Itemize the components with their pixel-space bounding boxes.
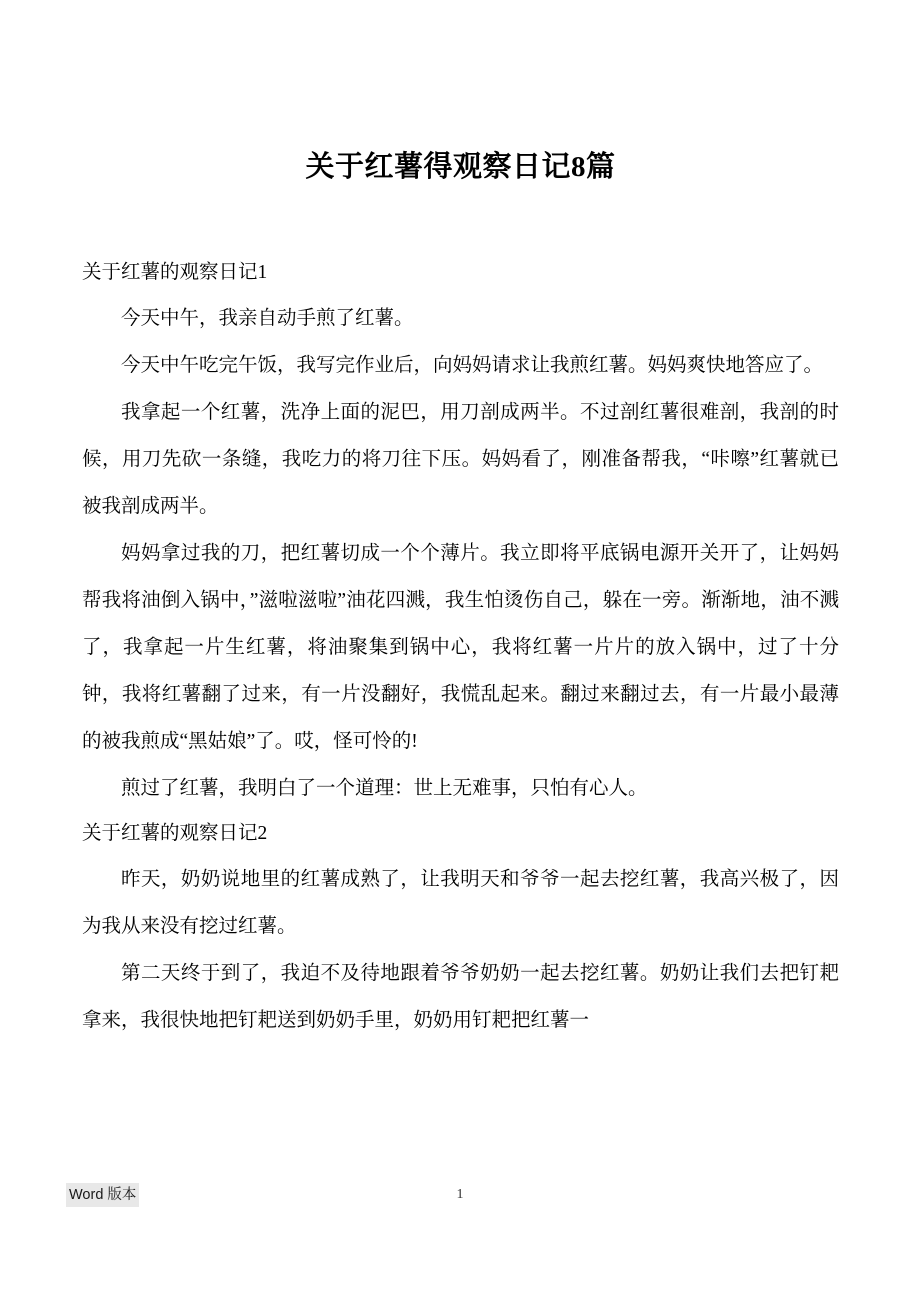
section-heading: 关于红薯的观察日记2 xyxy=(82,822,268,844)
body-paragraph: 今天中午，我亲自动手煎了红薯。 xyxy=(121,307,414,329)
word-version-watermark: Word 版本 xyxy=(66,1183,139,1207)
section-heading: 关于红薯的观察日记1 xyxy=(82,261,268,283)
paragraph-list xyxy=(82,251,839,1044)
page-title: 关于红薯得观察日记8篇 xyxy=(305,151,616,183)
document-content xyxy=(82,0,839,1044)
body-paragraph: 今天中午吃完午饭，我写完作业后，向妈妈请求让我煎红薯。妈妈爽快地答应了。 xyxy=(121,354,824,376)
page-number: 1 xyxy=(456,1187,464,1202)
body-paragraph: 我拿起一个红薯，洗净上面的泥巴，用刀剖成两半。不过剖红薯很难剖，我剖的时候，用刀先砍一条缝，我吃力的将刀往下压。妈妈看了，刚准备帮我，“咔嚓”红薯就已被我剖成两半。 xyxy=(82,401,839,517)
title-spacer xyxy=(82,185,839,251)
body-paragraph: 昨天，奶奶说地里的红薯成熟了，让我明天和爷爷一起去挖红薯，我高兴极了，因为我从来没有挖过红薯。 xyxy=(82,868,839,937)
body-paragraph: 煎过了红薯，我明白了一个道理：世上无难事，只怕有心人。 xyxy=(121,777,648,799)
body-paragraph: 妈妈拿过我的刀，把红薯切成一个个薄片。我立即将平底锅电源开关开了，让妈妈帮我将油倒入锅中，”滋啦滋啦”油花四溅，我生怕烫伤自己，躲在一旁。渐渐地，油不溅了，我拿起一片生红薯，将油聚集到锅中心，我将红薯一片片的放入锅中，过了十分钟，我将红薯翻了过来，有一片没翻好，我慌乱起来。翻过来翻过去，有一片最小最薄的被我煎成“黑姑娘”了。哎，怪可怜的! xyxy=(82,542,839,752)
body-paragraph: 第二天终于到了，我迫不及待地跟着爷爷奶奶一起去挖红薯。奶奶让我们去把钉耙拿来，我很快地把钉耙送到奶奶手里，奶奶用钉耙把红薯一 xyxy=(82,962,839,1031)
page-footer xyxy=(0,1183,920,1213)
